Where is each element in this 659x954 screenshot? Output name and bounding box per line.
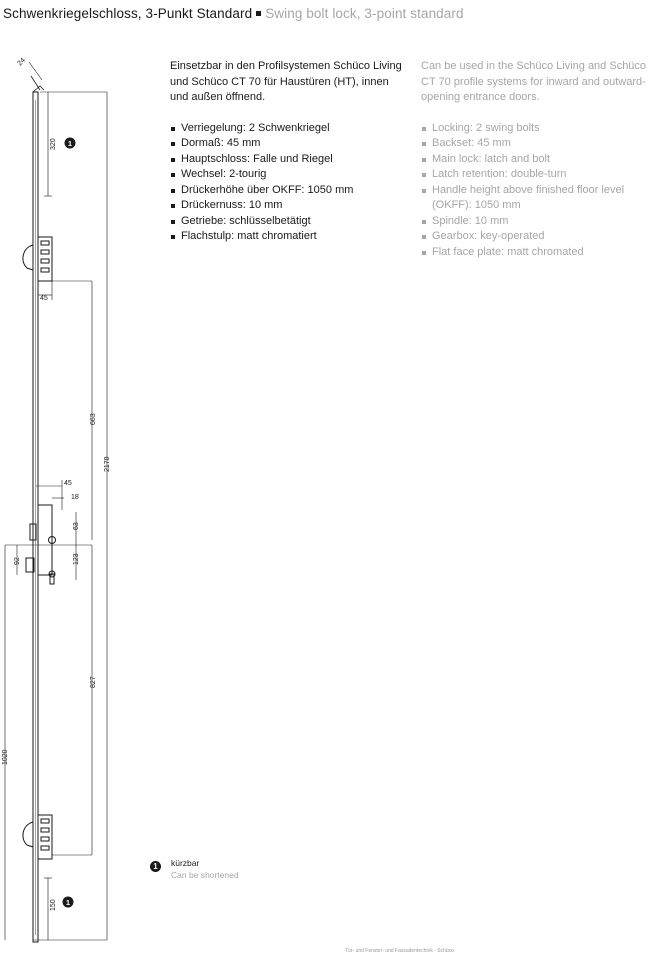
dim-24-leader [31, 76, 40, 90]
feature-de: Dormaß: 45 mm [170, 136, 410, 152]
dim-45-mid-label: 45 [64, 480, 72, 487]
feature-en: Handle height above finished floor level (OKFF): 1050 mm [421, 183, 656, 214]
feature-de: Verriegelung: 2 Schwenkriegel [170, 121, 410, 137]
upper-swing-bolt [23, 245, 33, 270]
dim-150-label: 150 [50, 899, 57, 911]
dim-24-line [29, 62, 42, 80]
feature-en: Flat face plate: matt chromated [421, 245, 656, 261]
intro-en: Can be used in the Schüco Living and Schüco CT 70 profile systems for inward and outward-opening entrance doors. [421, 60, 647, 103]
dim-320-label: 320 [50, 138, 57, 150]
legend-text-de: kürzbar [171, 858, 200, 868]
dim-24-label: 24 [16, 56, 27, 68]
dim-63-label: 63 [73, 522, 80, 530]
dim-827-label: 827 [90, 676, 97, 688]
title-de: Schwenkriegelschloss, 3-Punkt Standard [3, 6, 253, 21]
marker-lower-label: 1 [65, 898, 71, 907]
lower-swing-bolt [23, 822, 33, 847]
feature-de: Wechsel: 2-tourig [170, 167, 410, 183]
marker-lower [63, 897, 74, 908]
feature-en: Backset: 45 mm [421, 136, 656, 152]
footer-fine-print: Tür- und Fenster- und Fassadentechnik · Schüco [345, 948, 454, 954]
intro-de: Einsetzbar in den Profilsystemen Schüco Living und Schüco CT 70 für Haustüren (HT), innen und außen öffnend. [170, 60, 402, 103]
marker-upper-label: 1 [67, 139, 73, 148]
dim-92-label: 92 [14, 557, 21, 565]
feature-de: Getriebe: schlüsselbetätigt [170, 214, 410, 230]
feature-en: Spindle: 10 mm [421, 214, 656, 230]
dim-45-top-label: 45 [40, 295, 48, 302]
feature-en: Latch retention: double-turn [421, 167, 656, 183]
marker-upper [65, 138, 76, 149]
feature-en: Gearbox: key-operated [421, 229, 656, 245]
legend-marker: 1 [150, 861, 161, 872]
dim-18-label: 18 [71, 494, 79, 501]
feature-en: Locking: 2 swing bolts [421, 121, 656, 137]
dim-1020-label: 1020 [2, 749, 9, 765]
top-end-cap [33, 86, 44, 92]
feature-de: Drückernuss: 10 mm [170, 198, 410, 214]
feature-de: Drückerhöhe über OKFF: 1050 mm [170, 183, 410, 199]
legend-text-en: Can be shortened [171, 870, 239, 880]
dim-123-label: 123 [73, 553, 80, 565]
dim-663-label: 663 [90, 413, 97, 425]
feature-de: Hauptschloss: Falle und Riegel [170, 152, 410, 168]
title-en: Swing bolt lock, 3-point standard [265, 6, 464, 21]
main-lock-case [38, 505, 52, 575]
feature-de: Flachstulp: matt chromatiert [170, 229, 410, 245]
dim-2170-label: 2170 [104, 456, 111, 472]
feature-en: Main lock: latch and bolt [421, 152, 656, 168]
